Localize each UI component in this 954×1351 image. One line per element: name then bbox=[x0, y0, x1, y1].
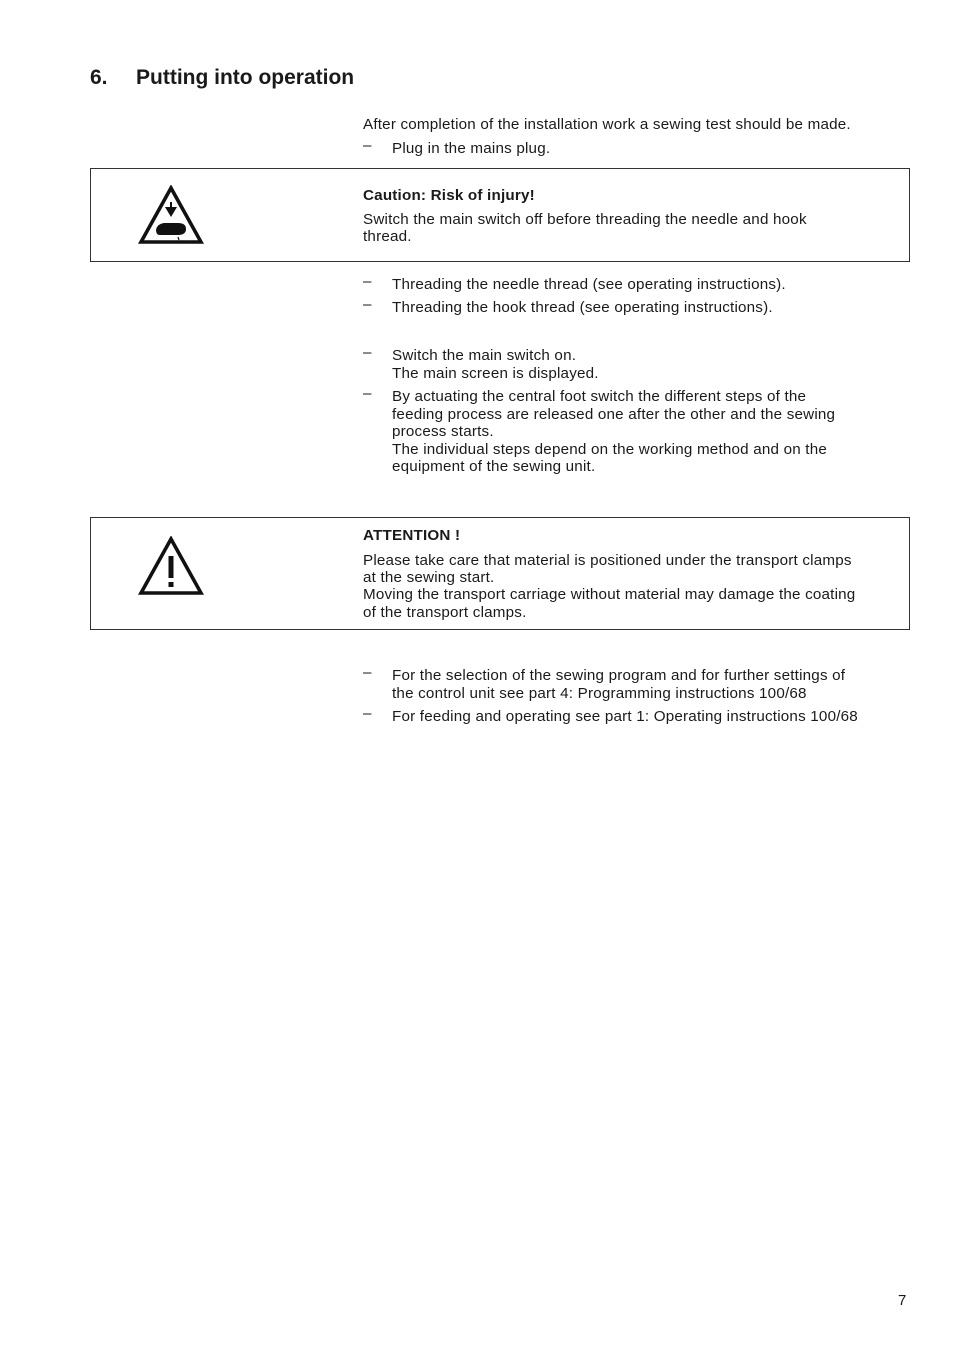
list-item bbox=[363, 273, 913, 294]
page-number: 7 bbox=[898, 1292, 907, 1309]
caution-box bbox=[90, 168, 910, 262]
list-dash: – bbox=[363, 664, 372, 681]
list-item bbox=[363, 137, 913, 158]
section-title: Putting into operation bbox=[136, 66, 355, 89]
attention-title: ATTENTION ! bbox=[363, 527, 461, 544]
list-dash: – bbox=[363, 137, 372, 154]
list-item bbox=[363, 344, 913, 382]
list-item-text: For feeding and operating see part 1: Operating instructions 100/68 bbox=[392, 708, 858, 725]
list-item-text: By actuating the central foot switch the different steps of the feeding process are released one after the other and the sewing process starts. The individual steps depend on the working method and on the equipment of the sewing unit. bbox=[392, 388, 836, 475]
list-item-text: For the selection of the sewing program and for further settings of the control unit see part 4: Programming instructions 100/68 bbox=[392, 667, 846, 702]
list-item-text: Threading the needle thread (see operating instructions). bbox=[392, 276, 786, 293]
caution-text: Switch the main switch off before threading the needle and hook thread. bbox=[363, 211, 807, 246]
caution-title: Caution: Risk of injury! bbox=[363, 187, 535, 204]
list-dash: – bbox=[363, 296, 372, 313]
intro-paragraph: After completion of the installation work a sewing test should be made. bbox=[363, 116, 851, 133]
hand-injury-warning-icon bbox=[138, 185, 204, 245]
list-dash: – bbox=[363, 273, 372, 290]
list-item bbox=[363, 296, 913, 317]
list-item-text: Plug in the mains plug. bbox=[392, 140, 551, 157]
exclamation-warning-icon bbox=[138, 536, 204, 596]
list-dash: – bbox=[363, 705, 372, 722]
attention-box bbox=[90, 517, 910, 630]
section-number: 6. bbox=[90, 66, 108, 89]
attention-text: Please take care that material is positioned under the transport clamps at the sewing start. Moving the transport carriage without material may damage the coating of the transport clamps. bbox=[363, 552, 856, 621]
list-dash: – bbox=[363, 385, 372, 402]
list-item bbox=[363, 664, 913, 702]
list-item-text: Switch the main switch on. The main screen is displayed. bbox=[392, 347, 599, 382]
list-item bbox=[363, 385, 913, 476]
list-item bbox=[363, 705, 913, 726]
list-dash: – bbox=[363, 344, 372, 361]
list-item-text: Threading the hook thread (see operating instructions). bbox=[392, 299, 773, 316]
section-heading bbox=[90, 66, 354, 90]
